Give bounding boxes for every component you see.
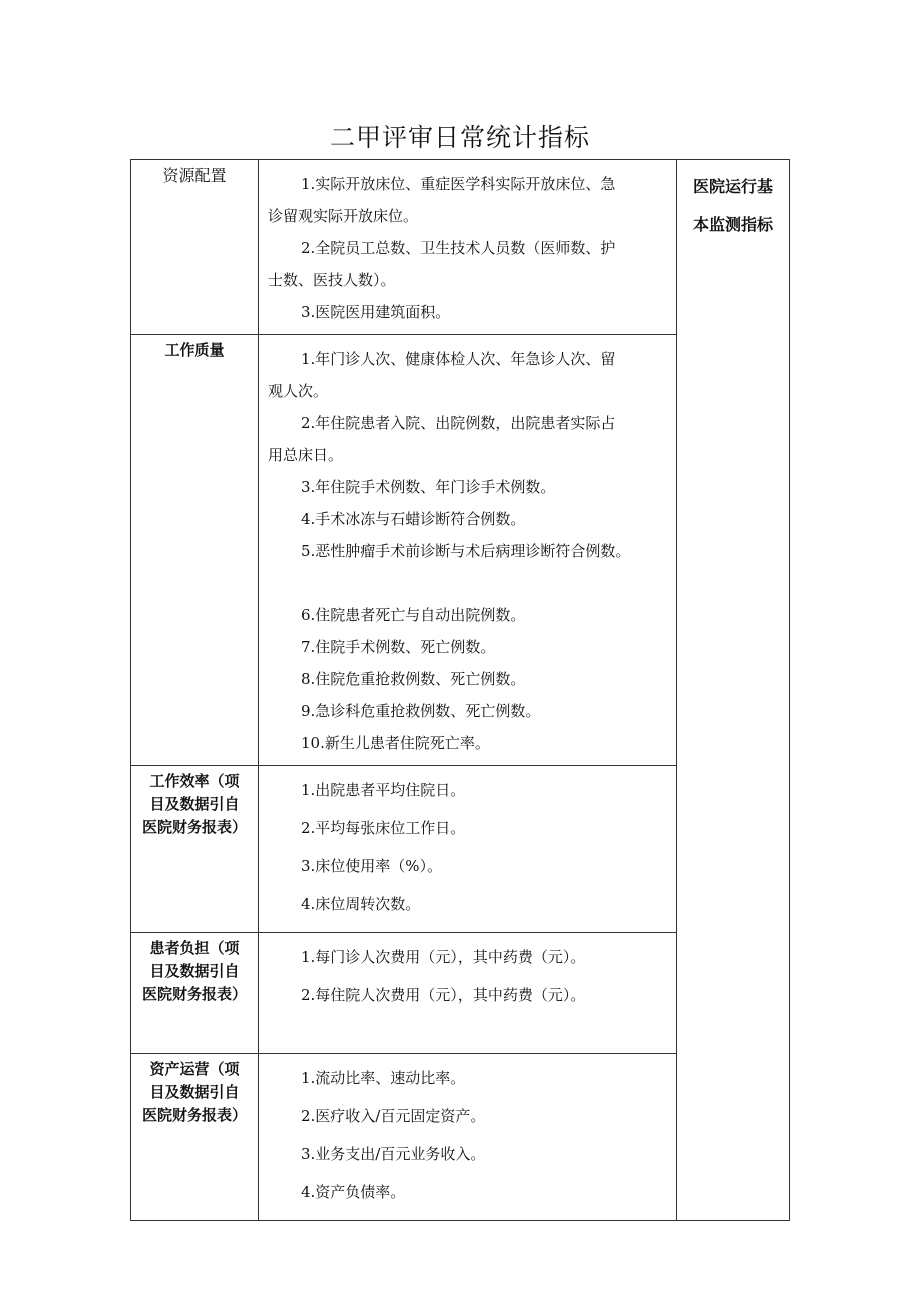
table-row bbox=[131, 160, 790, 335]
list-item: 士数、医技人数）。 bbox=[268, 271, 396, 289]
list-item: 9.急诊科危重抢救例数、死亡例数。 bbox=[301, 702, 541, 720]
list-item: 1.出院患者平均住院日。 bbox=[301, 781, 466, 799]
list-item: 3.年住院手术例数、年门诊手术例数。 bbox=[301, 478, 556, 496]
list-item: 1.流动比率、速动比率。 bbox=[301, 1069, 466, 1087]
list-item: 4.手术冰冻与石蜡诊断符合例数。 bbox=[301, 510, 526, 528]
list-item: 6.住院患者死亡与自动出院例数。 bbox=[301, 606, 526, 624]
list-item: 5.恶性肿瘤手术前诊断与术后病理诊断符合例数。 bbox=[301, 542, 631, 560]
list-item: 2.年住院患者入院、出院例数，出院患者实际占 bbox=[301, 414, 616, 432]
spacer bbox=[268, 567, 670, 599]
section-label: 工作质量 bbox=[131, 335, 259, 766]
list-item: 观人次。 bbox=[268, 382, 329, 400]
indicator-table bbox=[130, 159, 790, 1221]
list-item: 1.每门诊人次费用（元），其中药费（元）。 bbox=[301, 948, 586, 966]
list-item: 3.床位使用率（%）。 bbox=[301, 857, 443, 875]
section-content bbox=[259, 335, 677, 766]
section-label: 资源配置 bbox=[131, 160, 259, 335]
list-item: 2.每住院人次费用（元），其中药费（元）。 bbox=[301, 986, 586, 1004]
list-item: 诊留观实际开放床位。 bbox=[268, 207, 419, 225]
section-label: 工作效率（项 目及数据引自 医院财务报表） bbox=[131, 766, 259, 933]
list-item: 4.资产负债率。 bbox=[301, 1183, 406, 1201]
page-title: 二甲评审日常统计指标 bbox=[329, 123, 590, 152]
list-item: 10.新生儿患者住院死亡率。 bbox=[301, 734, 490, 752]
list-item: 3.医院医用建筑面积。 bbox=[301, 303, 451, 321]
section-label: 资产运营（项 目及数据引自 医院财务报表） bbox=[131, 1054, 259, 1221]
section-content bbox=[259, 766, 677, 933]
list-item: 2.全院员工总数、卫生技术人员数（医师数、护 bbox=[301, 239, 616, 257]
list-item: 1.年门诊人次、健康体检人次、年急诊人次、留 bbox=[301, 350, 616, 368]
section-content bbox=[259, 160, 677, 335]
section-content bbox=[259, 933, 677, 1054]
section-label: 患者负担（项 目及数据引自 医院财务报表） bbox=[131, 933, 259, 1054]
list-item: 用总床日。 bbox=[268, 446, 344, 464]
list-item: 2.医疗收入/百元固定资产。 bbox=[301, 1107, 486, 1125]
list-item: 3.业务支出/百元业务收入。 bbox=[301, 1145, 486, 1163]
list-item: 4.床位周转次数。 bbox=[301, 895, 421, 913]
list-item: 2.平均每张床位工作日。 bbox=[301, 819, 466, 837]
side-label: 医院运行基 本监测指标 bbox=[677, 160, 790, 1221]
section-content bbox=[259, 1054, 677, 1221]
list-item: 1.实际开放床位、重症医学科实际开放床位、急 bbox=[301, 175, 616, 193]
list-item: 8.住院危重抢救例数、死亡例数。 bbox=[301, 670, 526, 688]
list-item: 7.住院手术例数、死亡例数。 bbox=[301, 638, 496, 656]
